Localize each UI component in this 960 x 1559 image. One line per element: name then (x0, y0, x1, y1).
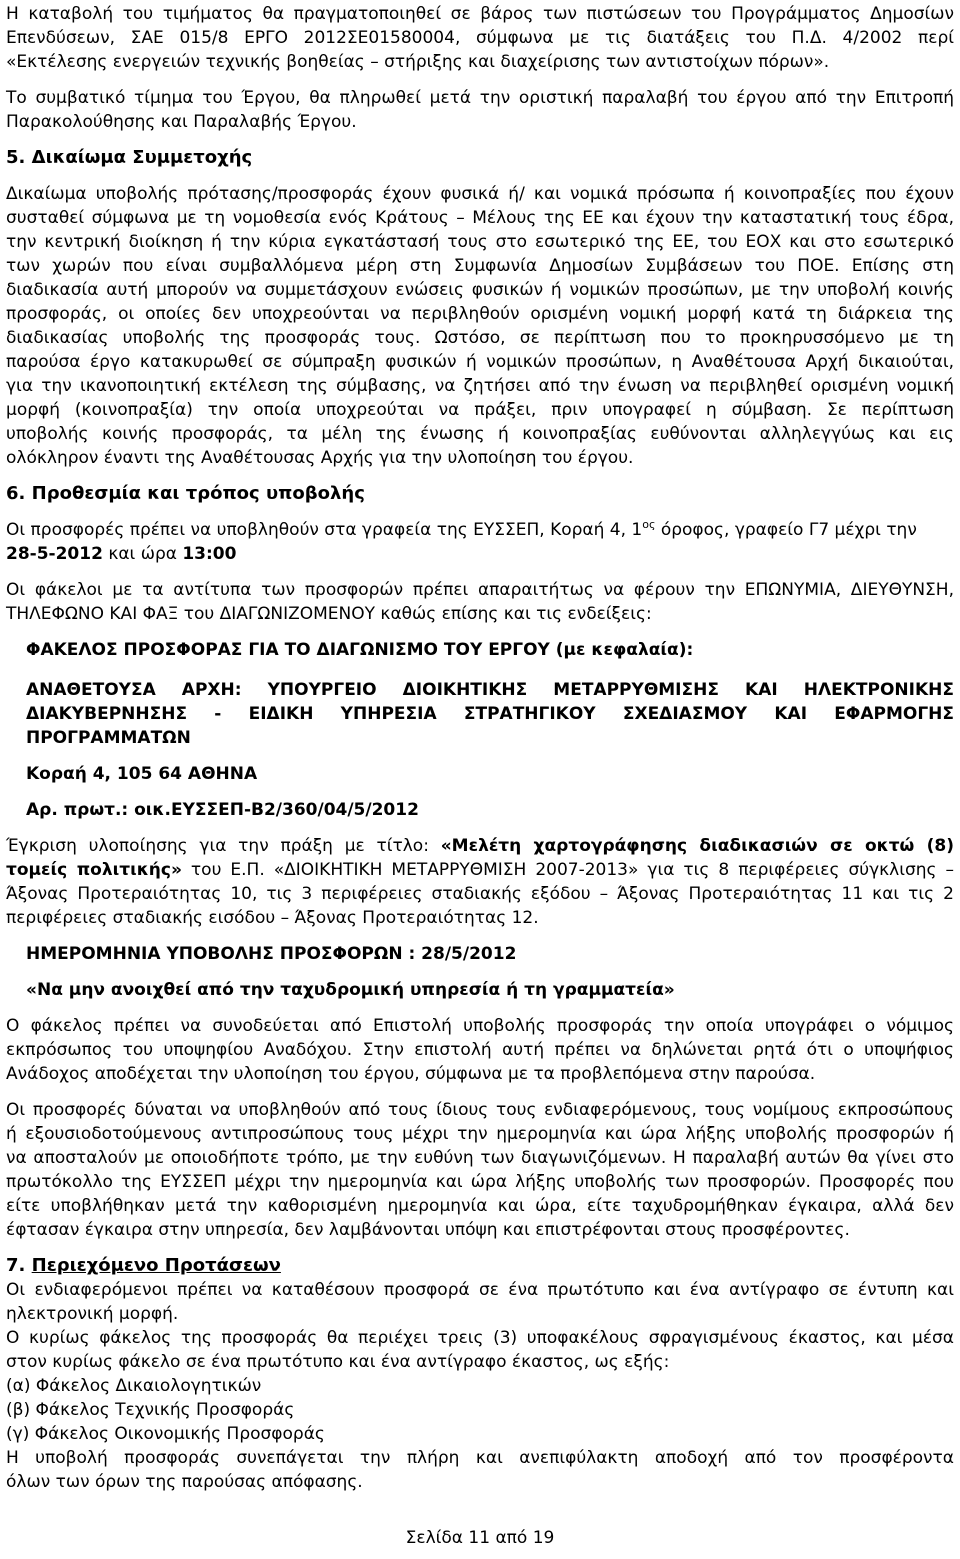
section-5-line: την κεντρική διοίκηση ή την κύρια εγκατάστασή τους στο εσωτερικό της ΕΕ, του ΕΟΧ και στο εσωτερικό (6, 232, 954, 252)
protocol-number: Αρ. πρωτ.: οικ.ΕΥΣΣΕΠ-Β2/360/04/5/2012 (26, 800, 419, 820)
submission-date: ΗΜΕΡΟΜΗΝΙΑ ΥΠΟΒΟΛΗΣ ΠΡΟΣΦΟΡΩΝ : 28/5/2012 (26, 944, 517, 964)
deadline-date: 28-5-2012 (6, 544, 103, 564)
section-7-heading (6, 1254, 954, 1278)
contract-price-paragraph-line: Παρακολούθησης και Παραλαβής Έργου. (6, 112, 357, 132)
section-6-title: Προθεσμία και τρόπος υποβολής (31, 483, 365, 504)
deadline-datetime: 28-5-2012 και ώρα 13:00 (6, 544, 237, 564)
section-6-number: 6. (6, 483, 26, 504)
authority-address: Κοραή 4, 105 64 ΑΘΗΝΑ (26, 764, 258, 784)
contracting-authority-line: ΠΡΟΓΡΑΜΜΑΤΩΝ (26, 728, 191, 748)
section-5-line: μορφή (κοινοπραξία) την οποία υποχρεούται να πράξει, πριν υπογραφεί η σύμβαση. Σε περίπτωση (6, 400, 954, 420)
section-7-line: ηλεκτρονική μορφή. (6, 1304, 179, 1324)
do-not-open-notice: «Να μην ανοιχθεί από την ταχυδρομική υπηρεσία ή τη γραμματεία» (26, 980, 675, 1000)
section-7-line: Ο κυρίως φάκελος της προσφοράς θα περιέχει τρεις (3) υποφακέλους σφραγισμένους έκαστος, και μέσα (6, 1328, 954, 1348)
section-7-line: στον κυρίως φάκελο σε ένα πρωτότυπο και ένα αντίγραφο έκαστος, ως εξής: (6, 1352, 670, 1372)
payment-paragraph-line: Επενδύσεων, ΣΑΕ 015/8 ΕΡΓΟ 2012ΣΕ01580004, σύμφωνα με τις διατάξεις του Π.Δ. 4/2002 περί (6, 28, 954, 48)
list-item: (α) Φάκελος Δικαιολογητικών (6, 1376, 262, 1396)
section-7-number: 7. (6, 1255, 26, 1276)
section-5-line: υποβολής κοινής προσφοράς, τα μέλη της ένωσης ή κοινοπραξίας ευθύνονται αλληλεγγύως και εις (6, 424, 954, 444)
section-5-line: των χωρών που είναι συμβαλλόμενα μέρη στη Συμφωνία Δημοσίων Συμβάσεων του ΠΟΕ. Επίσης στη (6, 256, 954, 276)
section-5-line: προσφοράς, οι οποίες δεν υποχρεούνται να περιβληθούν ορισμένη νομική μορφή κατά τη διάρκεια της (6, 304, 954, 324)
cover-letter-line: Ο φάκελος πρέπει να συνοδεύεται από Επιστολή υποβολής προσφοράς την οποία υπογράφει ο νόμιμος (6, 1016, 954, 1036)
section-5-heading (6, 146, 954, 170)
section-5-line: παρούσα έργο κατακυρωθεί σε σύμπραξη φυσικών ή νομικών προσώπων, η Αναθέτουσα Αρχή δικαιούται, (6, 352, 954, 372)
deadline-time: 13:00 (182, 544, 237, 564)
delivery-line: Οι προσφορές δύναται να υποβληθούν από τους ίδιους τους ενδιαφερόμενους, τους νομίμους εκπροσώπους (6, 1100, 954, 1120)
section-5-line: διαδικασία αυτή μπορούν να συμμετάσχουν ενώσεις φυσικών ή νομικών προσώπων, με την υποβολή κοινής (6, 280, 954, 300)
list-item: (β) Φάκελος Τεχνικής Προσφοράς (6, 1400, 295, 1420)
cover-letter-line: εκπρόσωπος του υποψηφίου Αναδόχου. Στην επιστολή αυτή πρέπει να δηλώνεται ρητά ότι ο υποψήφιος (6, 1040, 954, 1060)
payment-paragraph-line: «Εκτέλεσης ενεργειών τεχνικής βοηθείας – στήριξης και διαχείρισης των αντιστοίχων πόρων». (6, 52, 830, 72)
payment-paragraph-line: Η καταβολή του τιμήματος θα πραγματοποιηθεί σε βάρος των πιστώσεων του Προγράμματος Δημοσίων (6, 4, 954, 24)
contracting-authority-line: ΑΝΑΘΕΤΟΥΣΑ ΑΡΧΗ: ΥΠΟΥΡΓΕΙΟ ΔΙΟΙΚΗΤΙΚΗΣ ΜΕΤΑΡΡΥΘΜΙΣΗΣ ΚΑΙ ΗΛΕΚΤΡΟΝΙΚΗΣ (26, 680, 954, 700)
section-5-line: ολόκληρον έναντι της Αναθέτουσας Αρχής για την υλοποίηση του έργου. (6, 448, 634, 468)
envelope-instructions-line: Οι φάκελοι με τα αντίτυπα των προσφορών πρέπει απαραιτήτως να φέρουν την ΕΠΩΝΥΜΙΑ, ΔΙΕΥΘΥΝΣΗ, (6, 580, 954, 600)
section-5-line: συσταθεί σύμφωνα με τη νομοθεσία ενός Κράτους – Μέλους της ΕΕ και έχουν την καταστατική τους έδρα, (6, 208, 954, 228)
delivery-line: έφτασαν έγκαιρα στην υπηρεσία, δεν λαμβάνονται υπόψη και επιστρέφονται στους προσφέροντες. (6, 1220, 850, 1240)
deadline-line: Οι προσφορές πρέπει να υποβληθούν στα γραφεία της ΕΥΣΣΕΠ, Κοραή 4, $1^{o\varsigma}$ όροφος, γραφείο Γ7 μέχρι την (6, 518, 917, 540)
approval-line: περιφέρειες σταδιακής εισόδου – Άξονας Προτεραιότητας 12. (6, 908, 539, 928)
ordinal-suffix: ος (642, 518, 656, 531)
delivery-line: είτε υποβλήθηκαν μετά την καθορισμένη ημερομηνία και ώρα, είτε ταχυδρομήθηκαν έγκαιρα, αλλά δεν (6, 1196, 954, 1216)
section-7-line: Οι ενδιαφερόμενοι πρέπει να καταθέσουν προσφορά σε ένα πρωτότυπο και ένα αντίγραφο σε έντυπη και (6, 1280, 954, 1300)
contracting-authority-line: ΔΙΑΚΥΒΕΡΝΗΣΗΣ - ΕΙΔΙΚΗ ΥΠΗΡΕΣΙΑ ΣΤΡΑΤΗΓΙΚΟΥ ΣΧΕΔΙΑΣΜΟΥ ΚΑΙ ΕΦΑΡΜΟΓΗΣ (26, 704, 954, 724)
delivery-line: πρωτόκολλο της ΕΥΣΣΕΠ μέχρι την ημερομηνία και ώρα λήξης υποβολής των προσφορών. Προσφορές που (6, 1172, 954, 1192)
approval-line: τομείς πολιτικής» του Ε.Π. «ΔΙΟΙΚΗΤΙΚΗ ΜΕΤΑΡΡΥΘΜΙΣΗ 2007-2013» για τις 8 περιφέρειες σύγκλισης – (6, 860, 954, 880)
section-6-heading (6, 482, 954, 506)
section-7-line: Η υποβολή προσφοράς συνεπάγεται την πλήρη και ανεπιφύλακτη αποδοχή από τον προσφέροντα (6, 1448, 954, 1468)
section-5-line: για την ικανοποιητική εκτέλεση της σύμβασης, να ζητήσει από την ένωση να περιβληθεί ορισμένη νομική (6, 376, 954, 396)
approval-line: Άξονας Προτεραιότητας 10, τις 3 περιφέρειες σταδιακής εξόδου – Άξονας Προτεραιότητας 11 και τις 2 (6, 884, 954, 904)
section-7-line: όλων των όρων της παρούσας απόφασης. (6, 1472, 363, 1492)
approval-line: Έγκριση υλοποίησης για την πράξη με τίτλο: «Μελέτη χαρτογράφησης διαδικασιών σε οκτώ (8) (6, 836, 954, 856)
section-5-line: Δικαίωμα υποβολής πρότασης/προσφοράς έχουν φυσικά ή/ και νομικά πρόσωπα ή κοινοπραξίες που έχουν (6, 184, 954, 204)
delivery-line: ή εξουσιοδοτούμενους αντιπροσώπους τους μέχρι την ημερομηνία και ώρα λήξης υποβολής προσφορών ή (6, 1124, 954, 1144)
section-7-title: Περιεχόμενο Προτάσεων (31, 1255, 281, 1276)
delivery-line: να αποσταλούν με οποιοδήποτε τρόπο, με την ευθύνη των διαγωνιζόμενων. Η παραλαβή αυτών θα γίνει στο (6, 1148, 954, 1168)
section-5-line: διαδικασίας υποβολής της προσφοράς τους. Ωστόσο, σε περίπτωση που το προκηρυσσόμενο με τη (6, 328, 954, 348)
list-item: (γ) Φάκελος Οικονομικής Προσφοράς (6, 1424, 325, 1444)
section-5-title: Δικαίωμα Συμμετοχής (31, 147, 253, 168)
cover-letter-line: Ανάδοχος αποδέχεται την υλοποίηση του έργου, σύμφωνα με τα προβλεπόμενα στην παρούσα. (6, 1064, 816, 1084)
page-footer: Σελίδα 11 από 19 (405, 1528, 555, 1548)
envelope-instructions-line: ΤΗΛΕΦΩΝΟ ΚΑΙ ΦΑΞ του ΔΙΑΓΩΝΙΖΟΜΕΝΟΥ καθώς επίσης και τις ενδείξεις: (6, 604, 652, 624)
section-5-number: 5. (6, 147, 26, 168)
contract-price-paragraph-line: Το συμβατικό τίμημα του Έργου, θα πληρωθεί μετά την οριστική παραλαβή του έργου από την Επιτροπή (6, 88, 954, 108)
envelope-heading: ΦΑΚΕΛΟΣ ΠΡΟΣΦΟΡΑΣ ΓΙΑ ΤΟ ΔΙΑΓΩΝΙΣΜΟ ΤΟΥ ΕΡΓΟΥ (με κεφαλαία): (26, 640, 694, 660)
